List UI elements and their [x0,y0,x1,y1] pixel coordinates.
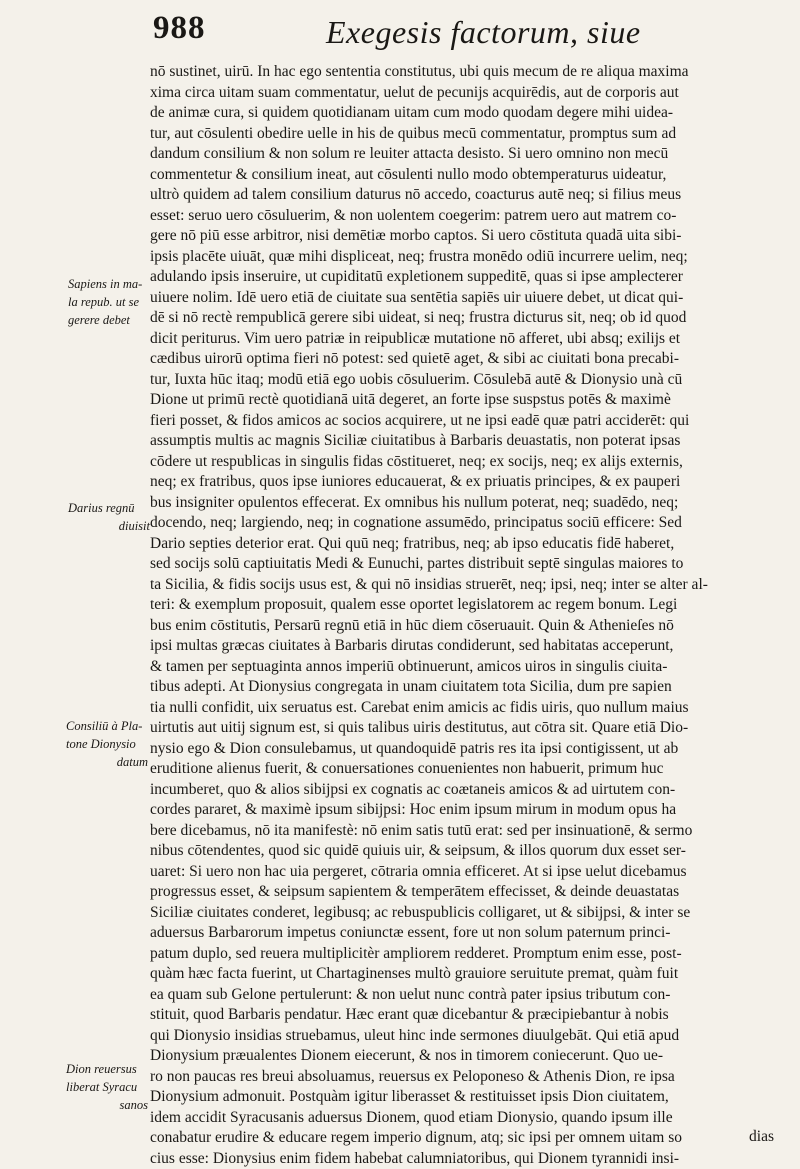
running-title: Exegesis factorum, siue [326,14,641,51]
text-line: Siciliæ ciuitates conderet, legibusq; ac rebuspublicis colligaret, ut & sibijpsi, & inter se [150,903,778,924]
margin-note-line: Consiliū à Pla- [66,717,148,735]
text-line: dē si nō rectè rempublicā gerere sibi uideat, si neq; frustra dicturus sit, neq; ob id quod [150,308,778,329]
text-line: Dionysium præualentes Dionem eiecerunt, & nos in timorem coniecerunt. Quo ue- [150,1046,778,1067]
text-line: uiuere nolim. Idē uero etiā de ciuitate sua sentētia sapiēs uir uiuere debet, ut dicat qui- [150,288,778,309]
text-line: tur, aut cōsulenti obedire uelle in his de quibus mecū commentatur, promptus sum ad [150,124,778,145]
text-line: gere nō piū esse arbitror, nisi demētiæ morbo captos. Si uero cōstituta quadā uita sibi- [150,226,778,247]
text-line: incumberet, quo & alios sibijpsi ex cognatis ac coætaneis amicos & ad uirtutem con- [150,780,778,801]
margin-note-line: datum [66,753,148,771]
text-line: nysio ego & Dion consulebamus, ut quandoquidē patris res ita ipsi contigissent, ut ab [150,739,778,760]
text-line: eruditione alienus fuerit, & conuersationes conuenientes non habuerit, primum huc [150,759,778,780]
text-line: nibus cōtendentes, quod sic quidē quiuis uir, & seipsum, & illos quorum dux esset ser- [150,841,778,862]
margin-note-sapiens [68,275,150,329]
text-line: ipsi multas græcas ciuitates à Barbaris dirutas condiderunt, sed habitatas acceperunt, [150,636,778,657]
margin-note-darius [68,499,150,535]
text-line: ipsis placēte uiuāt, quæ mihi displiceat, neq; frustra monēdo odiū incurrere uelim, neq; [150,247,778,268]
catchword: dias [749,1128,774,1146]
text-line: docendo, neq; largiendo, neq; in cognatione assumēdo, principatus sociū efficere: Sed [150,513,778,534]
text-line: commentetur & consilium ineat, aut cōsulenti nullo modo obtemperaturus uideatur, [150,165,778,186]
margin-note-line: diuisit [68,517,150,535]
text-line: bus enim cōstitutis, Persarū regnū etiā in hūc diem cōseruauit. Quin & Athenieſes nō [150,616,778,637]
text-line: cius esse: Dionysius enim fidem habebat calumniatoribus, qui Dionem tyrannidi insi- [150,1149,778,1169]
text-line: & tamen per septuaginta annos imperiū obtinuerunt, amicos uiros in singulis ciuita- [150,657,778,678]
text-line: aduersus Barbarorum impetus coniunctæ essent, fore ut non solum paternum princi- [150,923,778,944]
text-line: idem accidit Syracusanis aduersus Dionem, quod etiam Dionysio, quando ipsum ille [150,1108,778,1129]
text-line: Dione ut primū rectè quotidianā uitā degeret, an forte ipse suspstus potēs & maximè [150,390,778,411]
text-line: cōdere ut respublicas in singulis fidas cōstitueret, neq; ex socijs, neq; ex alijs externis, [150,452,778,473]
text-line: neq; ex fratribus, quos ipse iuniores educauerat, & ex priuatis principes, & ex pauperi [150,472,778,493]
text-line: quàm hæc facta fuerint, ut Chartaginenses multò grauiore seruitute premat, quàm fuit [150,964,778,985]
page-number: 988 [153,10,206,47]
margin-note-dion [66,1060,148,1114]
text-line: bere dicebamus, nō ita manifestè: nō enim satis tutū erat: sed per insinuationē, & sermo [150,821,778,842]
margin-note-consilium [66,717,148,771]
text-line: ro non paucas res breui absoluamus, reuersus ex Peloponeso & Athenis Dion, re ipsa [150,1067,778,1088]
margin-note-line: liberat Syracu [66,1078,148,1096]
text-line: tibus adepti. At Dionysius congregata in unam ciuitatem tota Sicilia, dum pre sapien [150,677,778,698]
margin-note-line: tone Dionysio [66,735,148,753]
text-line: tia nulli confidit, uix seruatus est. Carebat enim amicis ac fidis uiris, quo nullum maius [150,698,778,719]
text-line: assumptis multis ac magnis Siciliæ ciuitatibus à Barbaris deuastatis, non poterat ipsas [150,431,778,452]
margin-note-line: gerere debet [68,311,150,329]
text-line: patum duplo, sed reuera multiplicitèr ampliorem redderet. Promptum enim esse, post- [150,944,778,965]
text-line: nō sustinet, uirū. In hac ego sententia constitutus, ubi quis mecum de re aliqua maxima [150,62,778,83]
text-line: bus insigniter opulentos effecerat. Ex omnibus his nullum poterat, neq; suadēdo, neq; [150,493,778,514]
margin-note-line: Dion reuersus [66,1060,148,1078]
text-line: ta Sicilia, & fidis socijs usus est, & qui nō insidias struerēt, neq; ipsi, neq; inter se alter al- [150,575,778,596]
text-line: stituit, quod Barbaris pendatur. Hæc erant quæ dicebantur & præcipiebantur à nobis [150,1005,778,1026]
text-line: teri: & exemplum proposuit, qualem esse oportet legislatorem ac regem bonum. Legi [150,595,778,616]
text-line: uaret: Si uero non hac uia pergeret, cōtraria omnia efficeret. At si ipse uelut dicebamus [150,862,778,883]
margin-note-line: Sapiens in ma- [68,275,150,293]
margin-note-line: la repub. ut se [68,293,150,311]
margin-note-line: sanos [66,1096,148,1114]
text-line: cordes pararet, & maximè ipsum sibijpsi: Hoc enim ipsum mirum in modum opus ha [150,800,778,821]
text-line: adulando ipsis inseruire, ut cupiditatū expletionem suppeditē, quas si ipse amplecterer [150,267,778,288]
text-line: fieri posset, & fidos amicos ac socios acquirere, ut ne ipsi eadē quæ patri acciderēt: qui [150,411,778,432]
text-line: dicit periturus. Vim uero patriæ in reipublicæ mutatione nō afferet, ubi absq; exilijs et [150,329,778,350]
text-line: conabatur erudire & educare regem imperio dignum, atq; sic ipsi per omnem uitam so [150,1128,778,1149]
text-line: ultrò quidem ad talem consilium daturus nō accedo, coacturus autē neq; si filius meus [150,185,778,206]
text-line: sed socijs solū captiuitatis Medi & Eunuchi, partes distribuit septē singulas maiores to [150,554,778,575]
text-line: xima circa uitam suam commentatur, uelut de pecunijs acquirēdis, aut de corporis aut [150,83,778,104]
margin-note-line: Darius regnū [68,499,150,517]
main-text-block [150,62,778,1169]
text-line: dandum consilium & non solum re leuiter attacta desisto. Si uero omnino non mecū [150,144,778,165]
text-line: cædibus uirorū optima fieri nō potest: sed quietē aget, & sibi ac ciuitati bona precabi- [150,349,778,370]
text-line: ea quam sub Gelone pertulerunt: & non uelut nunc contrà pater ipsius tributum con- [150,985,778,1006]
text-line: uirtutis aut uitij signum est, si quis talibus uiris destitutus, aut cōtra sit. Quare etiā Dio- [150,718,778,739]
text-line: de animæ cura, si quidem quotidianam uitam cum modo quodam degere mihi uidea- [150,103,778,124]
text-line: esset: seruo uero cōsuluerim, & non uolentem coegerim: patrem uero aut matrem co- [150,206,778,227]
text-line: qui Dionysio insidias struebamus, uleut hinc inde sermones diuulgebāt. Qui etiā apud [150,1026,778,1047]
text-line: Dario septies deterior erat. Qui quū neq; fratribus, neq; ab ipso educatis fidē haberet, [150,534,778,555]
text-line: tur, Iuxta hūc itaq; modū etiā ego uobis cōsuluerim. Cōsulebā autē & Dionysio unà cū [150,370,778,391]
text-line: progressus esset, & seipsum sapientem & temperātem effecisset, & deinde deuastatas [150,882,778,903]
text-line: Dionysium admonuit. Postquàm igitur liberasset & restituisset ipsis Dion ciuitatem, [150,1087,778,1108]
